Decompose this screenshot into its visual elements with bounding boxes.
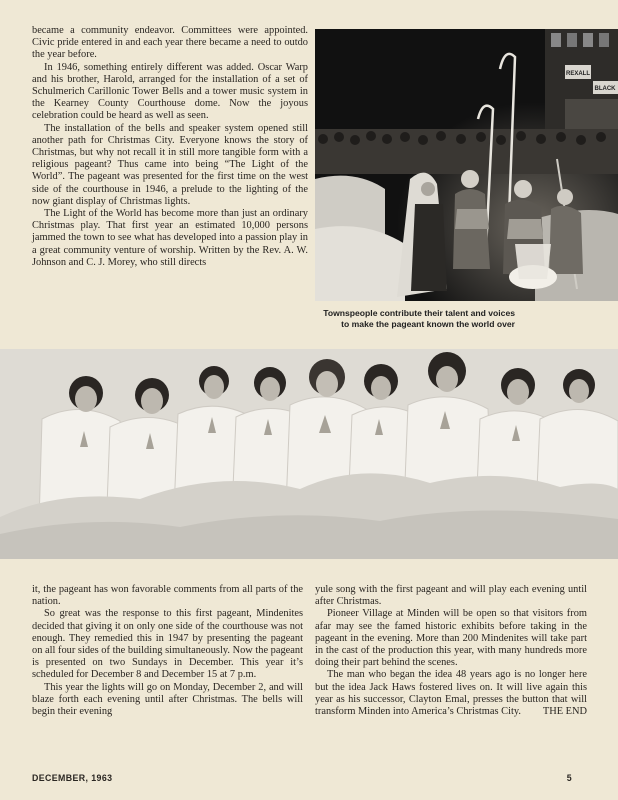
choir-photo [0, 349, 618, 559]
article-column-top [32, 25, 308, 269]
article-column-bottom-left [32, 584, 303, 718]
paragraph: The Light of the World has become more than just an ordinary Christmas play. That first year an estimated 10,000 persons jammed the town to see what has developed into a passion play in a great community venture of worship. Written by the Rev. A. W. Johnson and C. J. Morey, who still directs [32, 208, 308, 268]
closing-text: The man who began the idea 48 years ago is no longer here but the idea Jack Haws fostered lives on. It will live again this year as his successor, Clayton Emal, presses the button that will transform Minden into America’s Christmas City. [315, 669, 587, 718]
page-footer [32, 773, 572, 783]
paragraph [315, 669, 587, 718]
paragraph: This year the lights will go on Monday, December 2, and will blaze forth each evening until after Christmas. The bells will begin their evening [32, 681, 303, 718]
the-end-marker: THE END [542, 706, 587, 718]
store-sign-left: REXALL [566, 71, 590, 77]
paragraph: So great was the response to this first pageant, Mindenites decided that giving it on only one side of the courthouse was not enough. They remedied this in 1947 by presenting the pageant on all four sides of the building simultaneously. Now the pageant is presented on two Sundays in December. This year it’s scheduled for December 8 and December 15 at 7 p.m. [32, 608, 303, 681]
paragraph: In 1946, something entirely different was added. Oscar Warp and his brother, Harold, arranged for the installation of a set of Schulmerich Carillonic Tower Bells and a tower music system in the Kearney County Courthouse dome. Now the joyous celebration could be heard as well as seen. [32, 61, 308, 122]
paragraph: The installation of the bells and speaker system opened still another path for Christmas City. Everyone knows the story of Christmas, but why not recall it in still more tangible form with a religious pageant? Thus came into being “The Light of the World”. The pageant was presented for the first time on the west side of the courthouse in 1946, a prelude to the lighting of the now giant display of Christmas lights. [32, 122, 308, 207]
paragraph: it, the pageant has won favorable comments from all parts of the nation. [32, 584, 303, 608]
photo-caption: Townspeople contribute their talent and voices to make the pageant known the world over [323, 308, 515, 330]
issue-date: DECEMBER, 1963 [32, 773, 113, 783]
nativity-photo [315, 29, 618, 301]
paragraph: became a community endeavor. Committees were appointed. Civic pride entered in and each year there became a need to outdo the year before. [32, 25, 308, 61]
store-sign-right: BLACK [594, 86, 616, 92]
paragraph: Pioneer Village at Minden will be open so that visitors from afar may see the famed historic exhibits before taking in the pageant in the evening. More than 200 Mindenites will take part in the cast of the production this year, with many hundreds more doing their part behind the scenes. [315, 608, 587, 669]
page-number: 5 [566, 773, 572, 783]
article-column-bottom-right [315, 584, 587, 718]
paragraph: yule song with the first pageant and will play each evening until after Christmas. [315, 584, 587, 608]
